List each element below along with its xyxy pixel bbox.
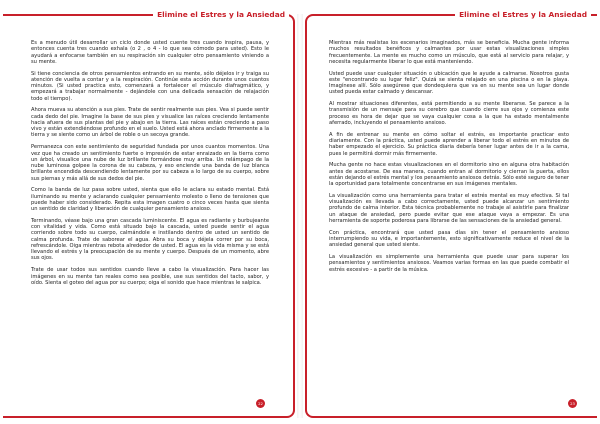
paragraph: A fin de entrenar su mente en cómo soltar el estrés, es importante practicar esto diariamente. Con la práctica, usted puede aprender a liberar todo el estrés en minutos de haber empezado el ejercicio. Su práctica diaria debería tener lugar antes de ir a la cama, pues le permitirá dormir más firmemente.: [329, 131, 569, 157]
left-page-body: [31, 40, 269, 292]
paragraph: Como la banda de luz pasa sobre usted, sienta que ello le aclara su estado mental. Está iluminando su mente y aclarando cualquier pensamiento molesto o lleno de tensiones que puede haber sido considerado. Repita esta imagen cuatro o cinco veces hasta que sienta un sentido de claridad y liberación de cualquier pensamiento ansioso.: [31, 187, 269, 213]
paragraph: Si tiene conciencia de otros pensamientos entrando en su mente, sólo déjelos ir y traiga su atención de vuelta a contar y a la respiración. Continúe esta acción durante unos cuantos minutos. (Si usted practica esto, comenzará a fortalecer el músculo diafragmático, y empezará a trabajar normalmente - dejándole con una delicada sensación de relajación todo el tiempo).: [31, 70, 269, 102]
paragraph: Es a menudo útil desarrollar un ciclo donde usted cuente tres cuando inspira, pausa, y entonces cuenta tres cuando exhala (o 2 , o 4 - lo que sea cómodo para usted). Esto le ayudará a enfocarse también en su respiración sin cualquier otro pensamiento viniendo a su mente.: [31, 40, 269, 65]
paragraph: Con práctica, encontrará que usted pasa días sin tener el pensamiento ansioso interrumpiendo su vida, e importantemente, esto significativamente reduce el nivel de la ansiedad general que usted siente.: [329, 229, 569, 249]
right-page-body: [329, 40, 569, 279]
right-page-header: Elimine el Estres y la Ansiedad: [455, 6, 591, 23]
right-page: [305, 6, 597, 418]
paragraph: Mucha gente no hace estas visualizaciones en el dormitorio sino en alguna otra habitación antes de acostarse. De esa manera, cuando entran al dormitorio y cierran la puerta, ellos están dejando el estrés mental y los pensamiento ansiosos detrás. Sólo esté seguro de tener la oportunidad para totalmente concentrarse en sus imágenes mentales.: [329, 162, 569, 188]
paragraph: Usted puede usar cualquier situación o ubicación que le ayude a calmarse. Nosotros gusta este "encontrando su lugar feliz". Quizá se sienta relajado en una piscina o en la playa. Imagínese allí. Sólo asegúrese que dondequiera que va en su mente sea un lugar donde usted pueda estar calmado y descansar.: [329, 70, 569, 96]
page-number: 22: [256, 399, 265, 408]
paragraph: Terminando, véase bajo una gran cascada luminiscente. El agua es radiante y burbujeante con vitalidad y vida. Como está situado bajo la cascada, usted puede sentir el agua corriendo sobre todo su cuerpo, calmándole e instilando dentro de usted un sentido de calma profunda. Trate de saborear el agua. Abra su boca y déjela correr por su boca, refrescándole. Oiga mientras rebota alrededor de usted. El agua es la vida misma y se está llevando el estrés y la preocupación de su mente y cuerpo. Después de un momento, abre sus ojos.: [31, 217, 269, 262]
left-page-header: Elimine el Estres y la Ansiedad: [153, 6, 289, 23]
paragraph: Trate de usar todos sus sentidos cuando lleve a cabo la visualización. Para hacer las imágenes en su mente tan reales como sea posible, use sus sentidos del tacto, sabor, y oído. Sienta el goteo del agua por su cuerpo; oiga el sonido que hace mientras le salpica.: [31, 267, 269, 286]
left-page: [3, 6, 295, 418]
paragraph: La visualización como una herramienta para tratar el estrés mental es muy efectiva. Si tal visualización es llevada a cabo correctamente, usted puede alcanzar un sentimiento profundo de calma interior. Esta técnica probablemente no trabaje al asistirle para finalizar un ataque de ansiedad, pero puede evitar que ese ataque vaya a empezar. Es una herramienta de soporte poderosa para librarse de las sensaciones de la ansiedad general.: [329, 192, 569, 224]
paragraph: Al mostrar situaciones diferentes, está permitiendo a su mente liberarse. Se parece a la transmisión de un mensaje para su cerebro que cuando cierre sus ojos y comienza este proceso es hora de dejar que se vaya cualquier cosa a la que ha estado mentalmente aferrado, incluyendo el pensamiento ansioso.: [329, 101, 569, 126]
paragraph: Mientras más realistas los escenarios imaginados, más se beneficia. Mucha gente informa muchos resultados benéficos y calmantes por usar estas visualizaciones simples frecuentemente. La mente es mucho como un músculo, que está al servicio para relajar, y necesita regularmente liberar lo que está manteniendo.: [329, 40, 569, 65]
paragraph: La visualización es simplemente una herramienta que puede usar para superar los pensamientos y sentimientos ansiosos. Veamos varias formas en las que puede combatir el estrés excesivo - a partir de la música.: [329, 254, 569, 273]
page-number: 23: [568, 399, 577, 408]
book-gutter: [297, 14, 303, 418]
paragraph: Ahora mueva su atención a sus pies. Trate de sentir realmente sus pies. Vea si puede sentir cada dedo del pie. Imagine la base de sus pies y visualice las raíces creciendo lentamente hacia afuera de sus plantas del pie y abajo en la tierra. Las raíces están creciendo a paso vivo y están extendiéndose profundo en el suelo. Usted está ahora anclado firmemente a la tierra y se siente como un árbol de roble o un secoya grande.: [31, 107, 269, 139]
paragraph: Permanezca con este sentimiento de seguridad fundada por unos cuantos momentos. Una vez que ha creado un sentimiento fuerte o impresión de estar enraizado en la tierra como un árbol, visualice una nube de luz brillante formándose muy arriba. Un relámpago de la nube luminosa golpee la corona de su cabeza, y eso enciende una banda de luz blanca brillante encendida descendiendo lentamente por su cabeza a lo largo de su cuerpo, sobre sus piernas y más allá de sus dedos del pie.: [31, 144, 269, 182]
